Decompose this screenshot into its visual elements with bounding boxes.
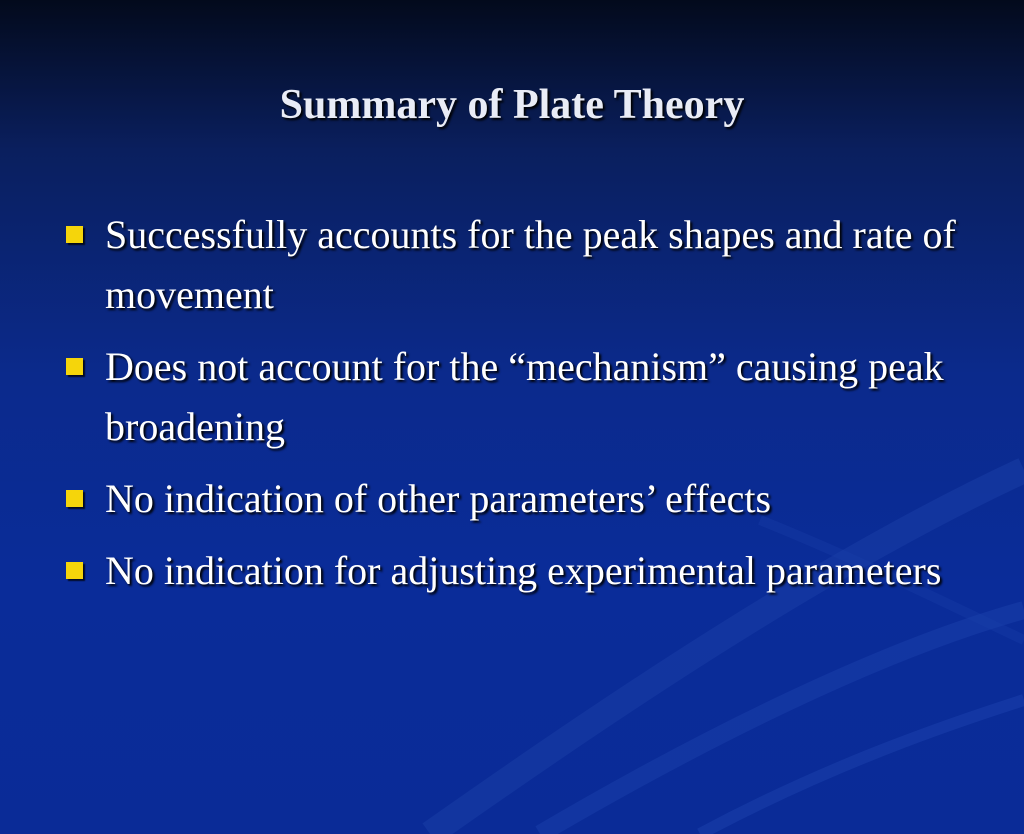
bullet-text: No indication for adjusting experimental parameters [105,548,942,593]
bullet-text: Does not account for the “mechanism” causing peak broadening [105,344,944,449]
square-bullet-icon [66,562,83,579]
bullet-item [62,469,962,529]
bullet-list [62,205,962,613]
bullet-item [62,337,962,457]
bullet-item [62,541,962,601]
square-bullet-icon [66,490,83,507]
slide-title: Summary of Plate Theory [279,82,745,128]
bullet-item [62,205,962,325]
bullet-text: Successfully accounts for the peak shapes and rate of movement [105,212,956,317]
square-bullet-icon [66,358,83,375]
bullet-text: No indication of other parameters’ effects [105,476,772,521]
square-bullet-icon [66,226,83,243]
